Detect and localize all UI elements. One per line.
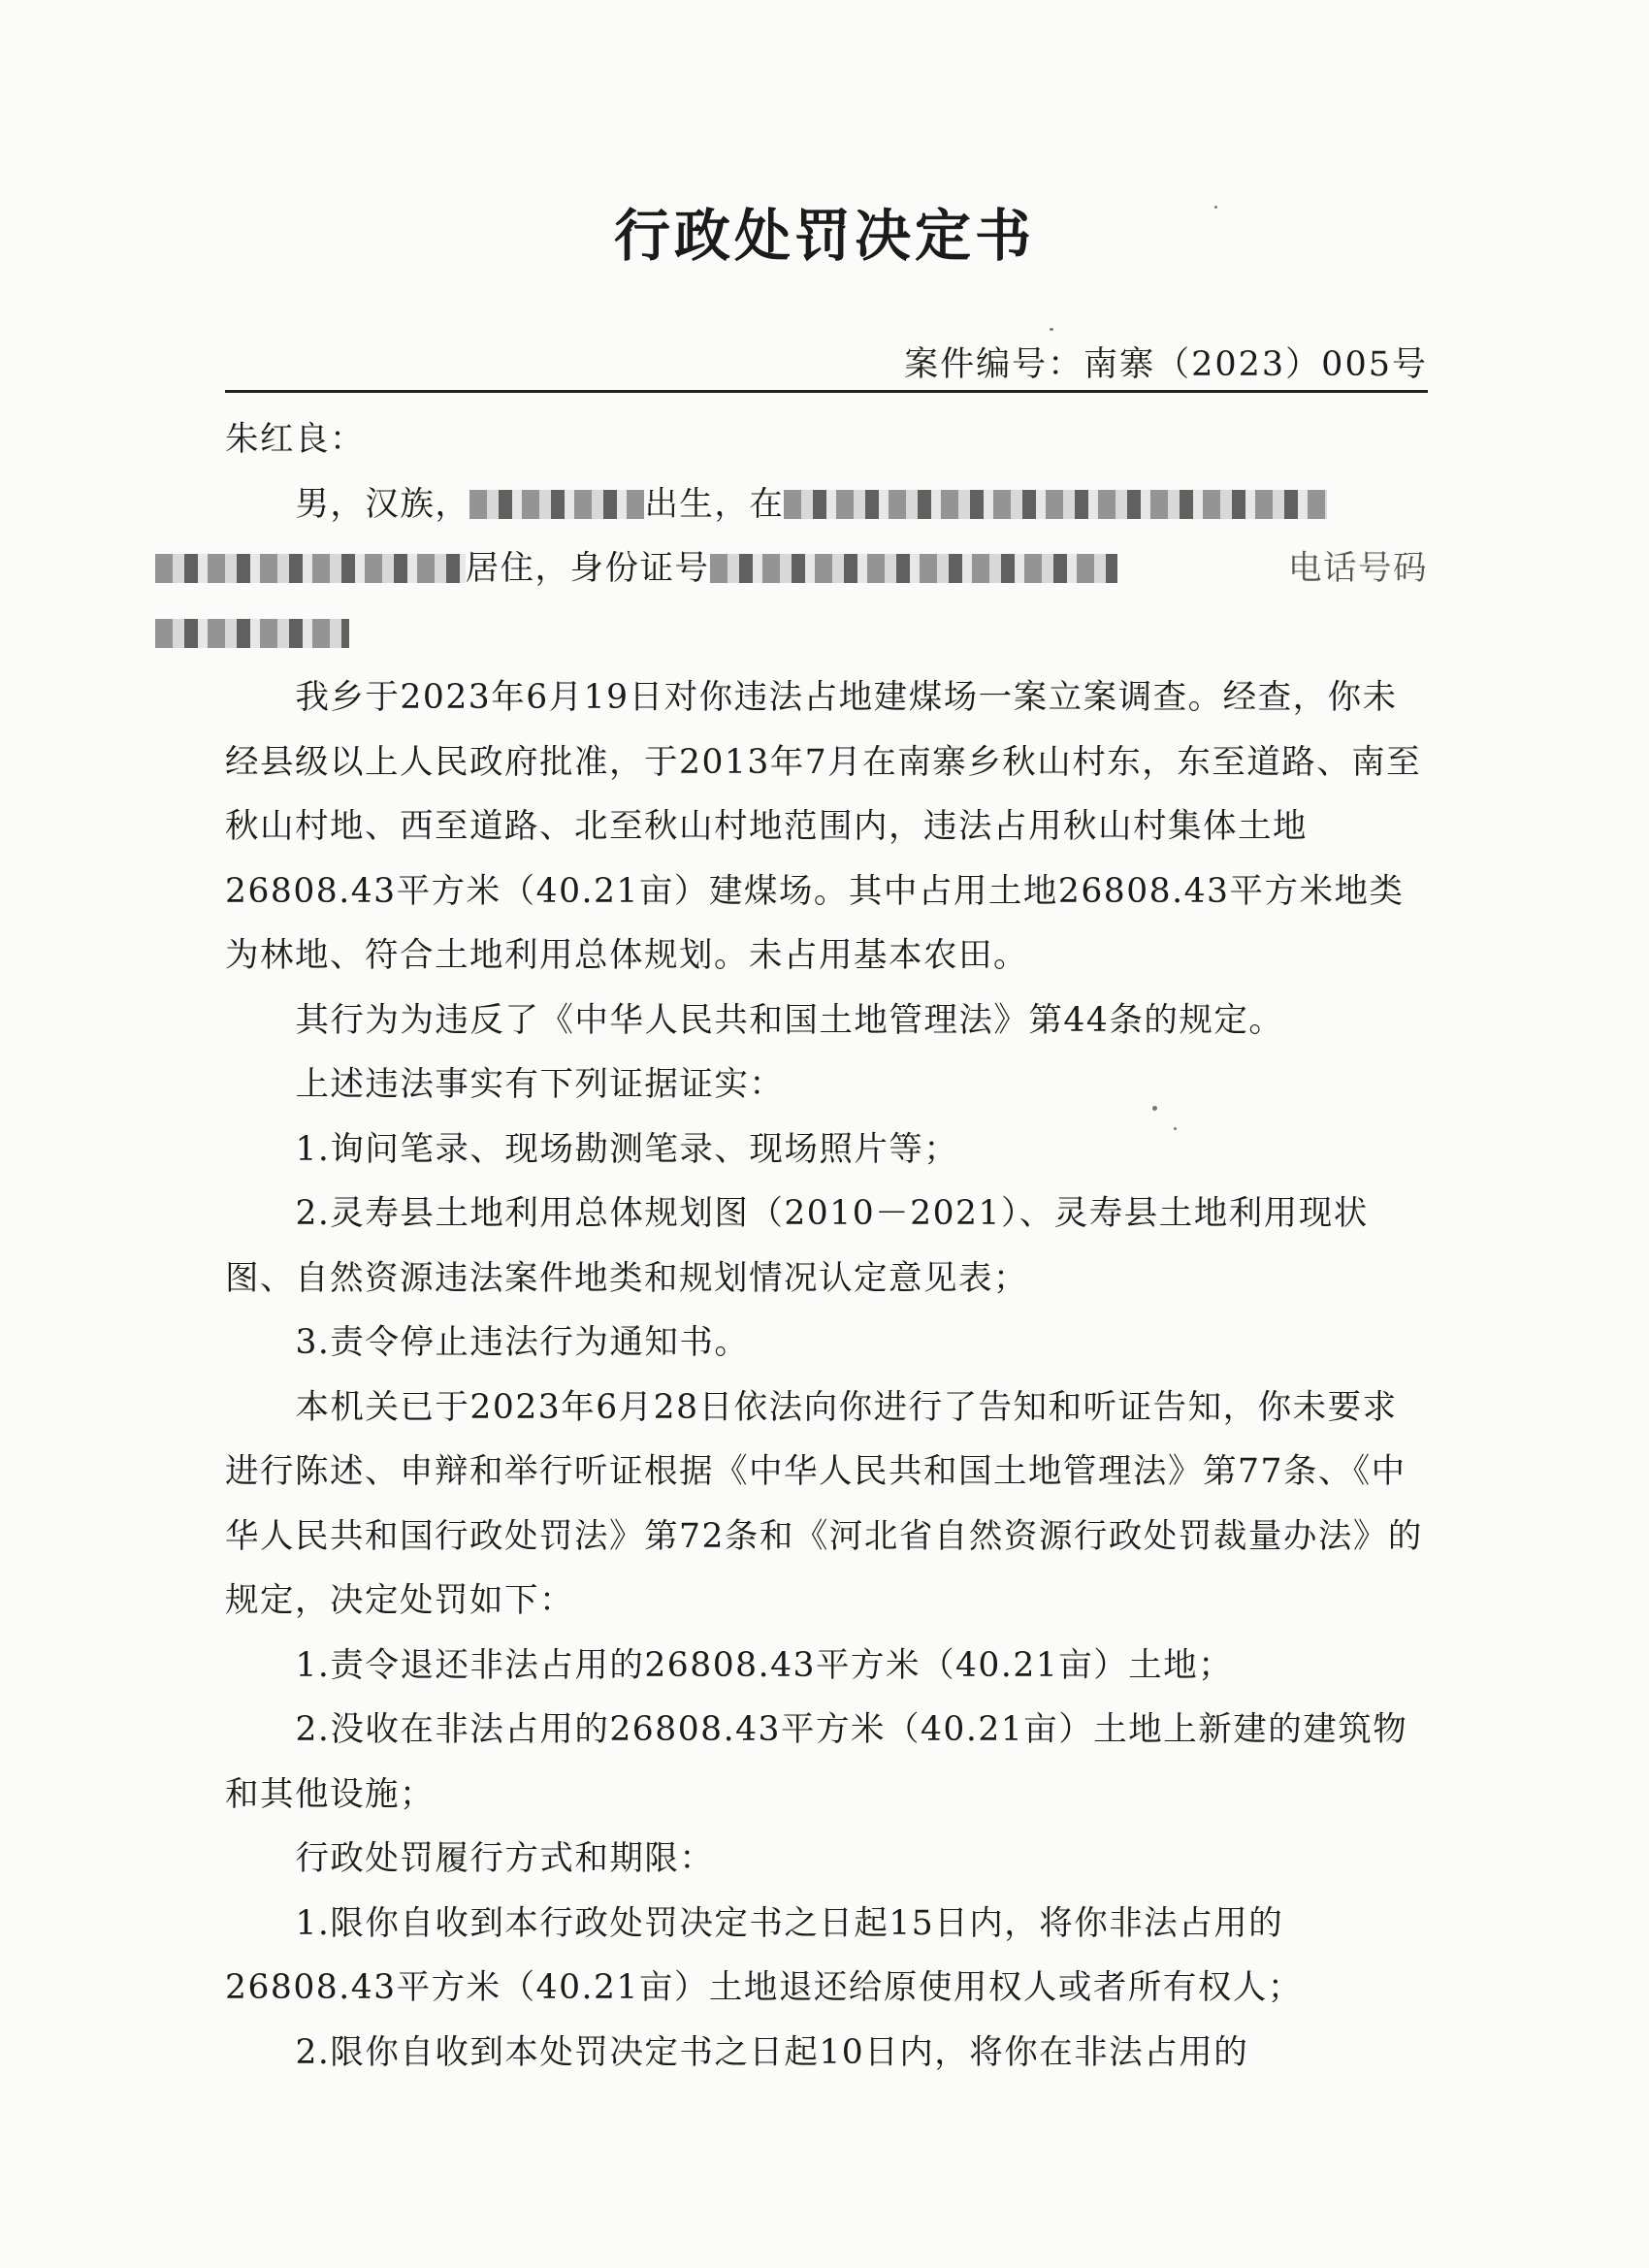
penalty-item: 2.没收在非法占用的26808.43平方米（40.21亩）土地上新建的建筑物和其他设施；: [225, 1710, 1408, 1814]
personal-text-3: 居住，身份证号: [465, 549, 710, 588]
scan-speck: [1174, 1127, 1177, 1130]
penalty-item: 1.责令退还非法占用的26808.43平方米（40.21亩）土地；: [295, 1645, 1234, 1685]
document-body: [225, 407, 1428, 2085]
scan-speck: [1214, 206, 1217, 209]
scan-speck: [1050, 328, 1053, 331]
paragraph: 上述违法事实有下列证据证实：: [295, 1065, 785, 1104]
document-title: 行政处罚决定书: [613, 203, 1035, 269]
case-number: 案件编号：南寨（2023）005号: [225, 341, 1428, 393]
paragraph: 行政处罚履行方式和期限：: [295, 1839, 715, 1878]
redacted-phone: [155, 619, 349, 648]
evidence-item: 2.灵寿县土地利用总体规划图（2010－2021）、灵寿县土地利用现状图、自然资源违法案件地类和规划情况认定意见表；: [225, 1194, 1369, 1298]
paragraph: 我乡于2023年6月19日对你违法占地建煤场一案立案调查。经查，你未经县级以上人民政府批准，于2013年7月在南寨乡秋山村东，东至道路、南至秋山村地、西至道路、北至秋山村地范围内，违法占用秋山村集体土地26808.43平方米（40.21亩）建煤场。其中占用土地26808.43平方米地类为林地、符合土地利用总体规划。未占用基本农田。: [225, 678, 1422, 975]
redacted-address: [784, 490, 1327, 519]
deadline-item: 2.限你自收到本处罚决定书之日起10日内，将你在非法占用的: [295, 2032, 1249, 2072]
paragraph: 其行为为违反了《中华人民共和国土地管理法》第44条的规定。: [295, 1000, 1284, 1040]
paragraph: 本机关已于2023年6月28日依法向你进行了告知和听证告知，你未要求进行陈述、申辩和举行听证根据《中华人民共和国土地管理法》第77条、《中华人民共和国行政处罚法》第72条和《河北省自然资源行政处罚裁量办法》的规定，决定处罚如下：: [225, 1387, 1423, 1620]
personal-text-4: 电话号码: [1288, 549, 1428, 588]
evidence-item: 3.责令停止违法行为通知书。: [295, 1323, 750, 1362]
recipient-line: 朱红良：: [225, 420, 365, 459]
redacted-address-cont: [155, 554, 466, 583]
personal-text-1: 男，汉族，: [295, 484, 470, 524]
evidence-item: 1.询问笔录、现场勘测笔录、现场照片等；: [295, 1129, 959, 1169]
redacted-birthdate: [469, 490, 644, 519]
deadline-item: 1.限你自收到本行政处罚决定书之日起15日内，将你非法占用的26808.43平方米（40.21亩）土地退还给原使用权人或者所有权人；: [225, 1903, 1303, 2007]
personal-info: [225, 472, 1428, 666]
redacted-id-number: [710, 554, 1117, 583]
scan-speck: [1152, 1106, 1157, 1111]
personal-text-2: 出生，在: [644, 484, 785, 524]
